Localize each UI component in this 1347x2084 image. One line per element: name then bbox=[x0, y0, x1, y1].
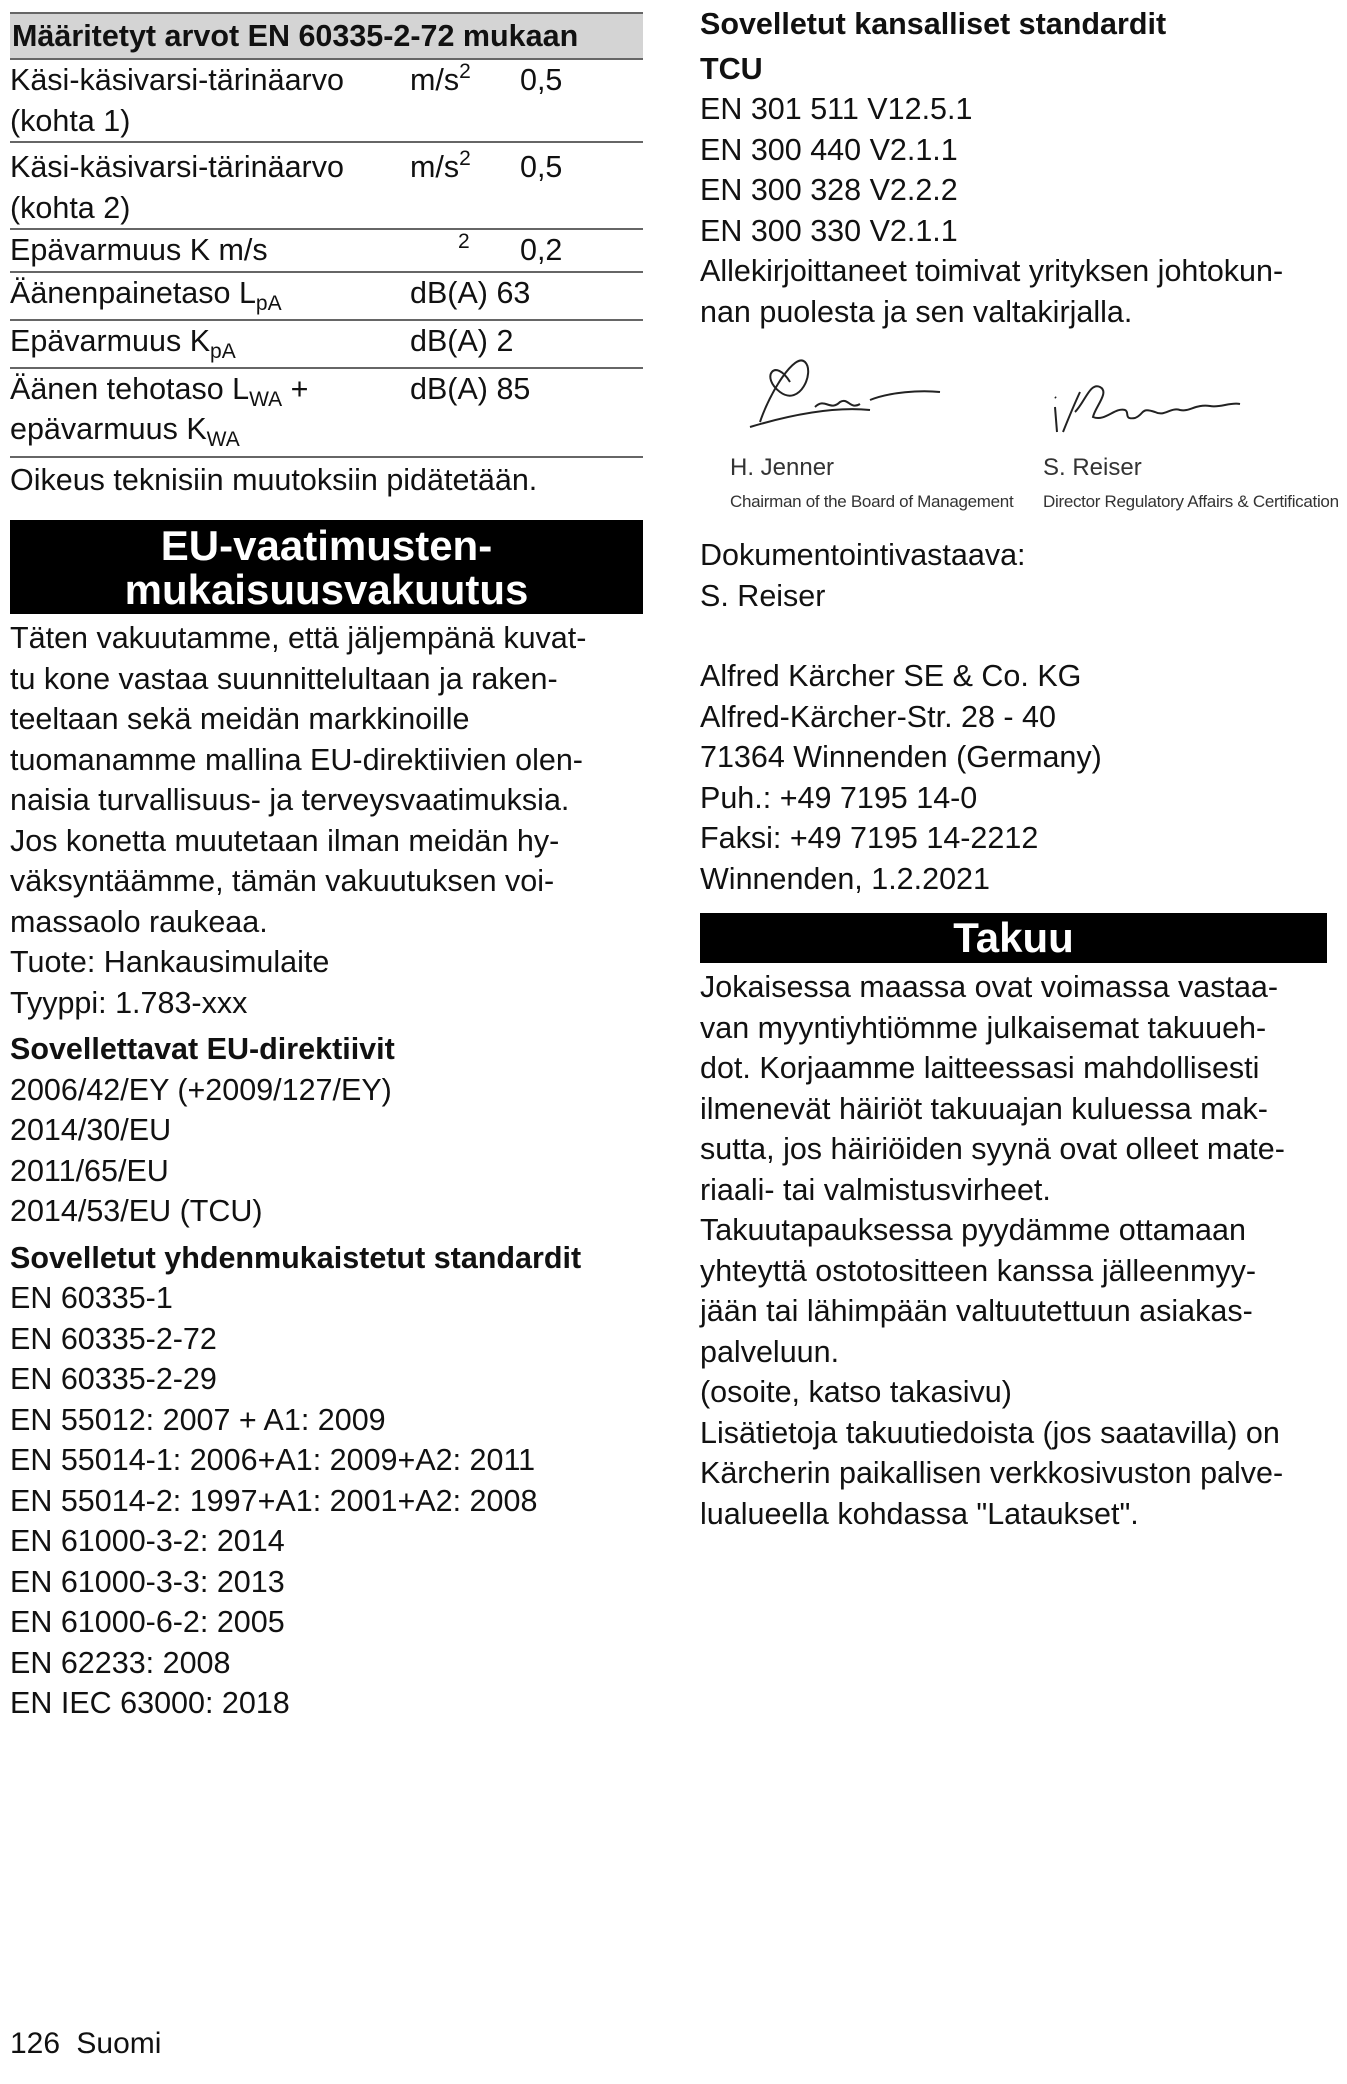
page-footer bbox=[10, 2024, 161, 2065]
standards-list bbox=[10, 1278, 643, 1724]
product-line: Tuote: Hankausimulaite bbox=[10, 945, 330, 979]
type-line: Tyyppi: 1.783-xxx bbox=[10, 985, 248, 1020]
values-table-header: Määritetyt arvot EN 60335-2-72 mukaan bbox=[10, 12, 643, 60]
signer-title: Chairman of the Board of Management bbox=[730, 492, 1014, 511]
list-item: EN 60335-2-29 bbox=[10, 1362, 217, 1396]
list-item: EN 62233: 2008 bbox=[10, 1645, 231, 1680]
row-unit: $m/s^2$ bbox=[410, 147, 471, 184]
national-standards-list bbox=[700, 89, 1327, 251]
table-row bbox=[10, 369, 643, 458]
row-label: Epävarmuus $K_{pA}$ bbox=[10, 323, 236, 363]
list-item: EN 301 511 V12.5.1 bbox=[700, 92, 973, 126]
row-label: Epävarmuus K m/s bbox=[10, 233, 268, 267]
standards-heading: Sovelletut yhdenmukaistetut standardit bbox=[10, 1240, 582, 1275]
row-label-line: (kohta 1) bbox=[10, 103, 131, 138]
list-item: EN 60335-2-72 bbox=[10, 1321, 217, 1356]
signature-area bbox=[700, 352, 1339, 527]
eu-declaration-body: Täten vakuutamme, että jäljempänä kuvat- tu kone vastaa suunnittelultaan ja raken- teeltaan sekä meidän markkinoille tuomanamme mallina EU-direktiivien olen- naisia turvallisuus- ja terveysvaatimuksia. Jos konetta muutetaan ilman meidän hy- väksyntäämme, tämän vakuutuksen voi- massaolo raukeaa. bbox=[10, 621, 587, 939]
row-label-line: (kohta 2) bbox=[10, 190, 131, 225]
documentation-name: S. Reiser bbox=[700, 578, 826, 613]
list-item: EN 61000-3-2: 2014 bbox=[10, 1524, 285, 1558]
list-item: EN 300 330 V2.1.1 bbox=[700, 213, 958, 248]
table-row bbox=[10, 60, 643, 143]
table-row bbox=[10, 230, 643, 273]
list-item: 2014/53/EU (TCU) bbox=[10, 1194, 263, 1228]
row-unit: dB(A) 2 bbox=[410, 323, 514, 358]
company-address: Alfred Kärcher SE & Co. KG Alfred-Kärcher-Str. 28 - 40 71364 Winnenden (Germany) Puh.: +49 7195 14-0 Faksi: +49 7195 14-2212 Winnenden, 1.2.2021 bbox=[700, 659, 1102, 896]
signer-name: H. Jenner bbox=[730, 454, 835, 481]
row-unit: 2 bbox=[458, 230, 470, 253]
list-item: EN 55012: 2007 + A1: 2009 bbox=[10, 1402, 386, 1437]
values-table bbox=[10, 12, 643, 458]
warranty-body: Jokaisessa maassa ovat voimassa vastaa- van myyntiyhtiömme julkaisemat takuueh- dot. Korjaamme laitteessasi mahdollisesti ilmenevät häiriöt takuuajan kuluessa mak- sutta, jos häiriöiden syynä ovat olleet mate- riaali- tai valmistusvirheet. Takuutapauksessa pyydämme ottamaan yhteyttä ostotositteen kanssa jälleenmyy- jään tai lähimpään valtuutettuun asiakas- palveluun. (osoite, katso takasivu) Lisätietoja takuutiedoista (jos saatavilla) on Kärcherin paikallisen verkkosivuston palve- lualueella kohdassa "Lataukset". bbox=[700, 970, 1285, 1531]
row-label: Äänenpainetaso $L_{pA}$ bbox=[10, 275, 282, 315]
eu-declaration-heading: EU-vaatimusten- mukaisuusvakuutus bbox=[10, 520, 643, 614]
row-unit: $m/s^2$ bbox=[410, 60, 471, 97]
row-label: Äänen tehotaso $L_{WA}$ + epävarmuus $K_{WA}$ bbox=[10, 371, 309, 451]
list-item: EN 60335-1 bbox=[10, 1281, 173, 1315]
row-value: 0,2 bbox=[520, 233, 563, 267]
signature-jenner bbox=[720, 352, 950, 452]
footer-language: Suomi bbox=[76, 2027, 162, 2060]
directives-list bbox=[10, 1070, 643, 1232]
row-label bbox=[10, 147, 410, 228]
list-item: EN 61000-6-2: 2005 bbox=[10, 1605, 285, 1639]
list-item: EN 61000-3-3: 2013 bbox=[10, 1564, 285, 1599]
row-label-line: Käsi-käsivarsi-tärinäarvo bbox=[10, 63, 344, 97]
national-standards-heading: Sovelletut kansalliset standardit bbox=[700, 7, 1167, 41]
documentation-label: Dokumentointivastaava: bbox=[700, 538, 1026, 572]
table-row bbox=[10, 273, 643, 321]
row-label bbox=[10, 60, 410, 141]
signing-statement: Allekirjoittaneet toimivat yrityksen johtokun- nan puolesta ja sen valtakirjalla. bbox=[700, 254, 1284, 329]
warranty-heading: Takuu bbox=[700, 913, 1327, 963]
row-value: 0,5 bbox=[520, 150, 563, 184]
list-item: 2011/65/EU bbox=[10, 1153, 169, 1188]
technical-changes-note: Oikeus teknisiin muutoksiin pidätetään. bbox=[10, 462, 538, 497]
row-value: 0,5 bbox=[520, 63, 563, 97]
row-unit: dB(A) 63 bbox=[410, 275, 531, 310]
list-item: EN 55014-1: 2006+A1: 2009+A2: 2011 bbox=[10, 1443, 536, 1477]
signer-title: Director Regulatory Affairs & Certification bbox=[1043, 492, 1339, 511]
list-item: EN IEC 63000: 2018 bbox=[10, 1686, 290, 1720]
list-item: EN 300 440 V2.1.1 bbox=[700, 132, 958, 167]
list-item: EN 55014-2: 1997+A1: 2001+A2: 2008 bbox=[10, 1483, 538, 1518]
row-label-line: Käsi-käsivarsi-tärinäarvo bbox=[10, 150, 344, 184]
table-row bbox=[10, 143, 643, 230]
signature-reiser bbox=[1045, 362, 1245, 452]
list-item: 2006/42/EY (+2009/127/EY) bbox=[10, 1072, 392, 1107]
row-unit: dB(A) 85 bbox=[410, 371, 531, 406]
table-row bbox=[10, 321, 643, 369]
left-column bbox=[10, 0, 643, 1724]
right-column bbox=[700, 4, 1339, 1534]
list-item: EN 300 328 V2.2.2 bbox=[700, 173, 958, 207]
signer-name: S. Reiser bbox=[1043, 454, 1142, 481]
page-number: 126 bbox=[10, 2027, 61, 2060]
directives-heading: Sovellettavat EU-direktiivit bbox=[10, 1032, 395, 1066]
tcu-subheading: TCU bbox=[700, 51, 763, 86]
list-item: 2014/30/EU bbox=[10, 1113, 172, 1147]
